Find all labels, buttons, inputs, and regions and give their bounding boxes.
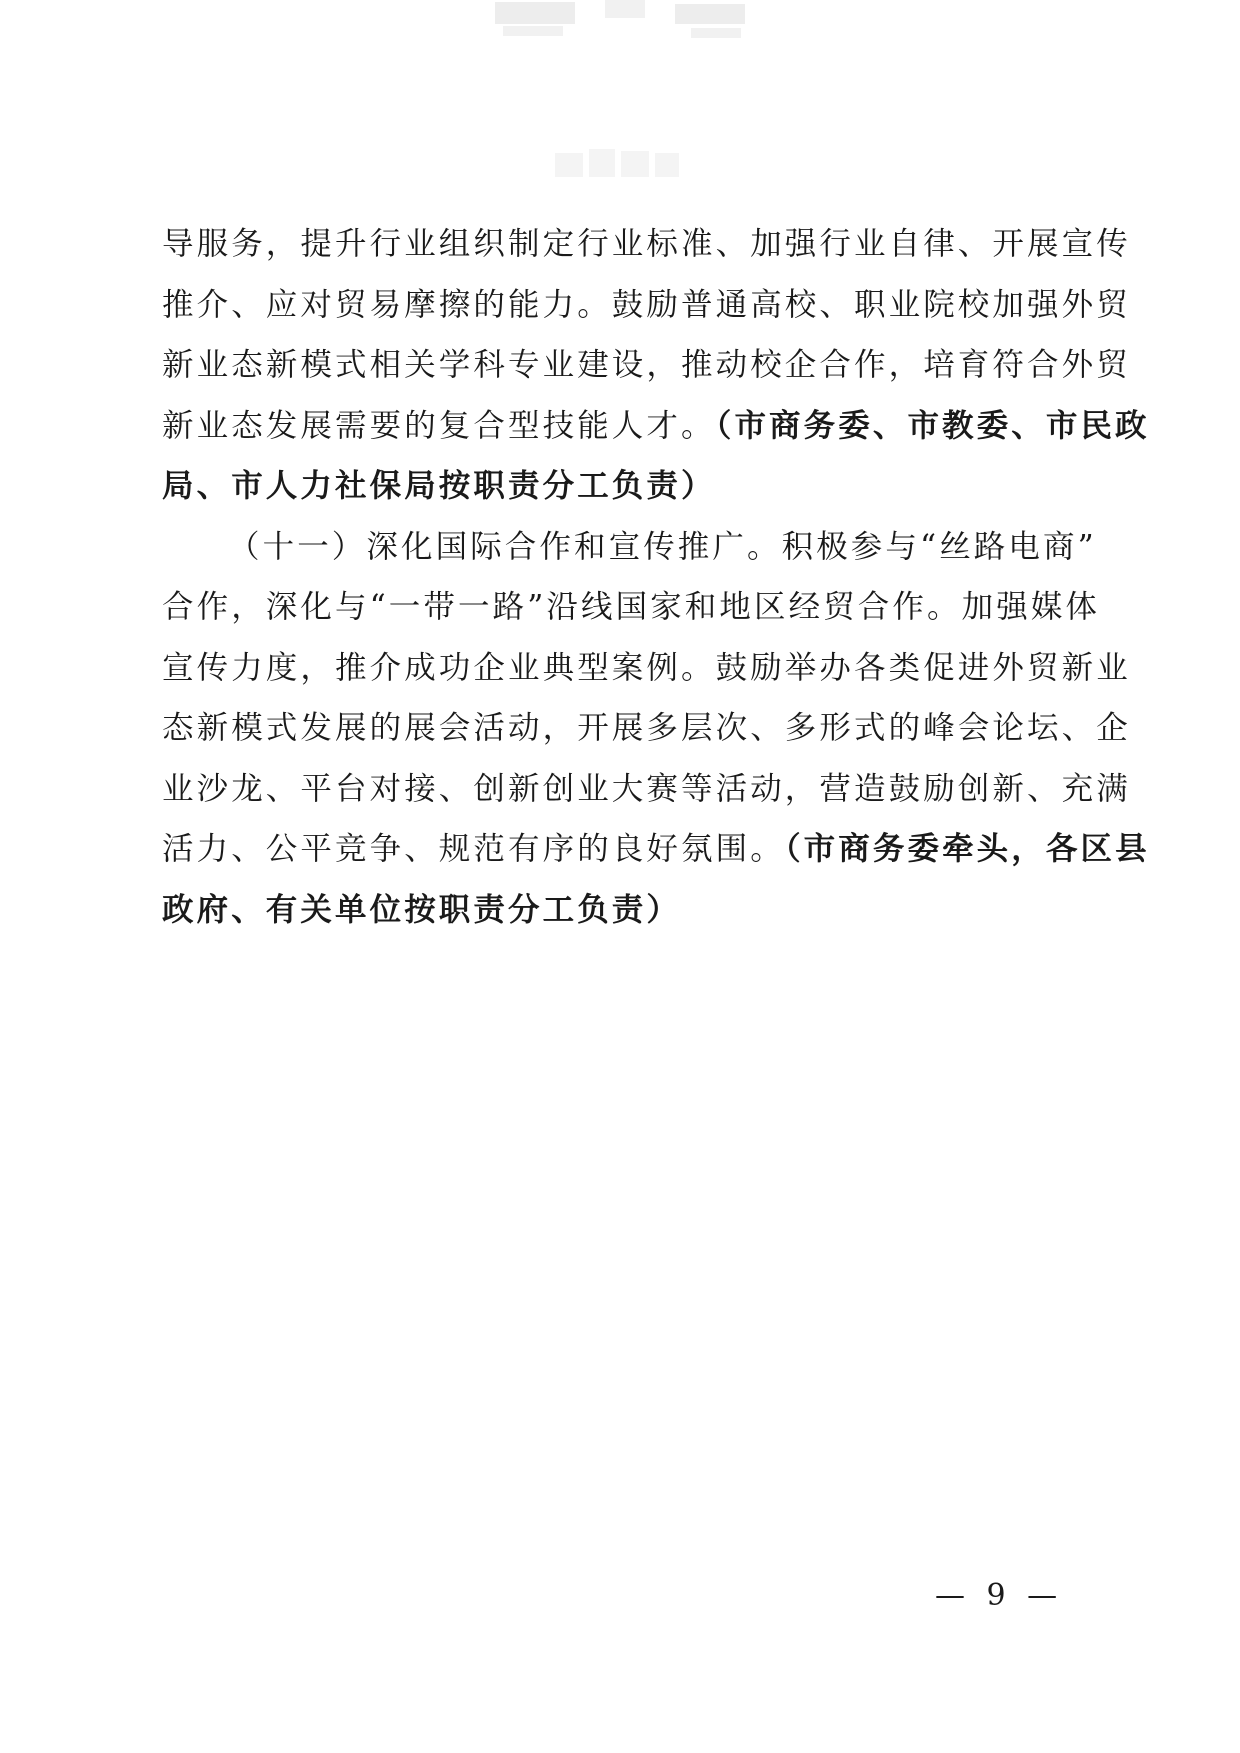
text-line — [162, 577, 1101, 638]
text-line — [162, 214, 1131, 275]
faded-stamp-middle — [555, 145, 685, 185]
body-text: 宣传力度，推介成功企业典型案例。鼓励举办各类促进外贸新业 — [162, 649, 1131, 686]
page-number: — 9 — — [935, 1578, 1064, 1613]
body-text: 导服务，提升行业组织制定行业标准、加强行业自律、开展宣传 — [162, 226, 1131, 262]
text-line — [162, 275, 1131, 336]
text-line — [162, 819, 1150, 880]
responsible-units-text: （市商务委、市教委、市民政 — [715, 406, 1150, 444]
document-body — [162, 214, 1150, 940]
responsible-units-text: 局、市人力社保局按职责分工负责） — [162, 467, 716, 504]
body-text: 业沙龙、平台对接、创新创业大赛等活动，营造鼓励创新、充满 — [162, 770, 1131, 807]
text-line — [162, 880, 1092, 941]
body-text: 合作，深化与“一带一路”沿线国家和地区经贸合作。加强媒体 — [162, 589, 1101, 625]
body-text: （十一）深化国际合作和宣传推广。积极参与“丝路电商” — [228, 528, 1097, 565]
body-text: 态新模式发展的展会活动，开展多层次、多形式的峰会论坛、企 — [162, 710, 1131, 746]
paragraph — [162, 214, 1150, 517]
responsible-units-text: 政府、有关单位按职责分工负责） — [162, 890, 682, 928]
text-line — [162, 638, 1131, 699]
faded-stamp-top — [495, 0, 755, 50]
text-line — [162, 396, 1150, 457]
text-line — [162, 759, 1131, 820]
text-line — [162, 335, 1131, 396]
text-line — [162, 517, 1097, 578]
body-text: 活力、公平竞争、规范有序的良好氛围。 — [162, 831, 785, 867]
body-text: 新业态发展需要的复合型技能人才。 — [162, 407, 716, 444]
responsible-units-text: （市商务委牵头，各区县 — [784, 830, 1150, 867]
body-text: 新业态新模式相关学科专业建设，推动校企合作，培育符合外贸 — [162, 347, 1131, 383]
body-text: 推介、应对贸易摩擦的能力。鼓励普通高校、职业院校加强外贸 — [162, 286, 1131, 323]
paragraph — [162, 517, 1150, 941]
text-line — [162, 456, 1092, 517]
text-line — [162, 698, 1131, 759]
